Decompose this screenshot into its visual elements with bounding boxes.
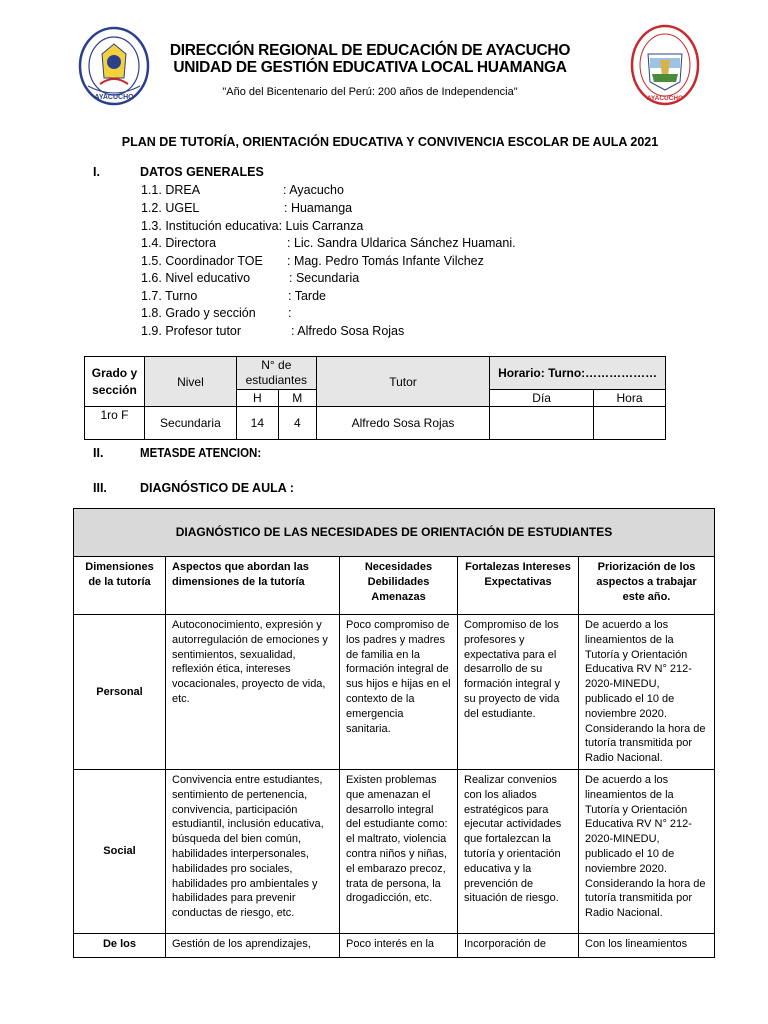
- cell-necesidades: Existen problemas que amenazan el desarrollo integral del estudiante como: el maltrato, violencia contra niños y niñas, el embarazo precoz, trata de persona, la drogadicción, etc.: [340, 769, 458, 933]
- cell-fortalezas: Incorporación de: [458, 933, 579, 957]
- cell-h: 14: [236, 407, 278, 440]
- col-header-dimensiones: Dimensiones de la tutoría: [74, 557, 166, 615]
- cell-necesidades: Poco interés en la: [340, 933, 458, 957]
- cell-priorizacion: Con los lineamientos: [579, 933, 715, 957]
- cell-m: 4: [278, 407, 316, 440]
- general-data-row: 1.5. Coordinador TOE : Mag. Pedro Tomás Infante Vilchez: [141, 254, 484, 268]
- cell-aspectos: Gestión de los aprendizajes,: [166, 933, 340, 957]
- general-data-row: 1.2. UGEL : Huamanga: [141, 201, 353, 215]
- general-data-row: 1.9. Profesor tutor : Alfredo Sosa Rojas: [141, 324, 405, 338]
- cell-aspectos: Convivencia entre estudiantes, sentimiento de pertenencia, convivencia, participación estudiantil, inclusión educativa, búsqueda del bien común, habilidades interpersonales, habilidades pro sociales, habilidades pro ambientales y habilidades para prevenir conductas de riesgo, etc.: [166, 769, 340, 933]
- header-line2: UNIDAD DE GESTIÓN EDUCATIVA LOCAL HUAMANGA: [173, 59, 567, 76]
- col-header-necesidades: Necesidades Debilidades Amenazas: [340, 557, 458, 615]
- document-title: PLAN DE TUTORÍA, ORIENTACIÓN EDUCATIVA Y CONVIVENCIA ESCOLAR DE AULA 2021: [121, 135, 659, 149]
- general-data-row: 1.6. Nivel educativo : Secundaria: [141, 271, 360, 285]
- section-number: I.: [93, 165, 100, 179]
- general-data-row: 1.3. Institución educativa: Luis Carranza: [141, 219, 364, 233]
- cell-priorizacion: De acuerdo a los lineamientos de la Tutoría y Orientación Educativa RV N° 212-2020-MINEDU, publicado el 10 de noviembre 2020. Considerando la hora de tutoría transmitida por Radio Nacional.: [579, 769, 715, 933]
- cell-nivel: Secundaria: [144, 407, 236, 440]
- header-dia: Día: [490, 390, 594, 407]
- cell-hora: [594, 407, 666, 440]
- gobierno-logo-text: AYACUCHO: [646, 95, 684, 102]
- gobierno-regional-logo: [630, 24, 700, 106]
- cell-tutor: Alfredo Sosa Rojas: [316, 407, 489, 440]
- table-row: [74, 933, 715, 957]
- general-data-row: 1.1. DREA : Ayacucho: [141, 183, 344, 197]
- header-m: M: [278, 390, 316, 407]
- header-institution: [160, 42, 580, 76]
- cell-priorizacion: De acuerdo a los lineamientos de la Tutoría y Orientación Educativa RV N° 212-2020-MINEDU, publicado el 10 de noviembre 2020. Considerando la hora de tutoría transmitida por Radio Nacional.: [579, 615, 715, 770]
- cell-aspectos: Autoconocimiento, expresión y autorregulación de emociones y sentimientos, sexualidad, reflexión ética, intereses vocacionales, proyecto de vida, etc.: [166, 615, 340, 770]
- col-header-aspectos: Aspectos que abordan las dimensiones de la tutoría: [166, 557, 340, 615]
- section-title: METASDE ATENCION:: [140, 446, 262, 460]
- section-title: DIAGNÓSTICO DE AULA :: [140, 481, 294, 495]
- header-motto: "Año del Bicentenario del Perú: 200 años de Independencia": [222, 86, 518, 98]
- cell-dimension: Personal: [74, 615, 166, 770]
- class-info-table: [84, 356, 666, 440]
- col-header-fortalezas: Fortalezas Intereses Expectativas: [458, 557, 579, 615]
- cell-dimension: Social: [74, 769, 166, 933]
- header-line1: DIRECCIÓN REGIONAL DE EDUCACIÓN DE AYACUCHO: [169, 42, 571, 59]
- general-data-row: 1.4. Directora : Lic. Sandra Uldarica Sánchez Huamani.: [141, 236, 516, 250]
- header-horario: Horario: Turno:………………: [490, 357, 666, 390]
- cell-necesidades: Poco compromiso de los padres y madres de familia en la formación integral de sus hijos e hijas en el contexto de la emergencia sanitaria.: [340, 615, 458, 770]
- cell-grado: 1ro F: [85, 407, 145, 440]
- section-number: II.: [93, 446, 104, 460]
- table-row: [74, 615, 715, 770]
- cell-dimension: De los: [74, 933, 166, 957]
- header-estudiantes: N° de estudiantes: [236, 357, 316, 390]
- cell-fortalezas: Compromiso de los profesores y expectativa para el desarrollo de su formación integral y su proyecto de vida del estudiante.: [458, 615, 579, 770]
- drea-logo-text: AYACUCHO: [94, 94, 134, 101]
- header-h: H: [236, 390, 278, 407]
- section-title: DATOS GENERALES: [140, 165, 264, 179]
- table-row: [74, 769, 715, 933]
- header-tutor: Tutor: [316, 357, 489, 407]
- general-data-row: 1.8. Grado y sección :: [141, 306, 292, 320]
- diagnostic-table: [73, 508, 715, 958]
- general-data-row: 1.7. Turno : Tarde: [141, 289, 326, 303]
- col-header-priorizacion: Priorización de los aspectos a trabajar este año.: [579, 557, 715, 615]
- header-nivel: Nivel: [144, 357, 236, 407]
- section-number: III.: [93, 481, 107, 495]
- header-hora: Hora: [594, 390, 666, 407]
- cell-dia: [490, 407, 594, 440]
- header-grado: Grado y sección: [85, 357, 145, 407]
- cell-fortalezas: Realizar convenios con los aliados estratégicos para ejecutar actividades que fortalezcan la tutoría y orientación educativa y la prevención de situación de riesgo.: [458, 769, 579, 933]
- diagnostic-table-title: DIAGNÓSTICO DE LAS NECESIDADES DE ORIENTACIÓN DE ESTUDIANTES: [74, 509, 715, 557]
- drea-logo: [78, 26, 150, 106]
